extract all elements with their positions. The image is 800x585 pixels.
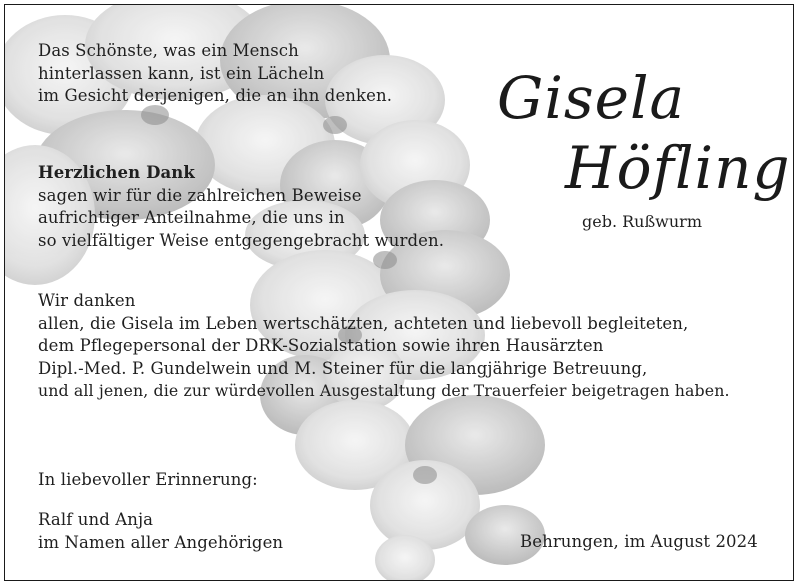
thanks-line: so vielfältiger Weise entgegengebracht wurden. <box>38 230 445 250</box>
thanks-text <box>38 162 444 252</box>
gratitude-line: dem Pflegepersonal der DRK-Sozialstation sowie ihren Hausärzten <box>38 336 604 355</box>
gratitude-line: allen, die Gisela im Leben wertschätzten, achteten und liebevoll begleiteten, <box>38 313 689 333</box>
signatory-names: Ralf und Anja <box>38 510 154 529</box>
quote-line: im Gesicht derjenigen, die an ihn denken. <box>38 86 393 105</box>
first-name: Gisela <box>497 64 686 132</box>
signatory-relatives: im Namen aller Angehörigen <box>38 532 284 552</box>
thanks-line: aufrichtiger Anteilnahme, die uns in <box>38 208 345 227</box>
gratitude-text <box>38 290 730 403</box>
birth-name: geb. Rußwurm <box>582 212 702 231</box>
remembrance-text: In liebevoller Erinnerung: <box>38 470 258 489</box>
thanks-heading: Herzlichen Dank <box>38 163 195 182</box>
quote-line: Das Schönste, was ein Mensch <box>38 41 299 60</box>
obituary-card <box>4 4 794 581</box>
gratitude-line: Dipl.-Med. P. Gundelwein und M. Steiner für die langjährige Betreuung, <box>38 358 648 378</box>
last-name: Höfling <box>565 134 791 202</box>
thanks-line: sagen wir für die zahlreichen Beweise <box>38 185 362 205</box>
quote-line: hinterlassen kann, ist ein Lächeln <box>38 63 325 83</box>
signatories <box>38 509 283 554</box>
quote-text <box>38 40 392 108</box>
gratitude-line: Wir danken <box>38 291 136 310</box>
gratitude-line: und all jenen, die zur würdevollen Ausgestaltung der Trauerfeier beigetragen haben. <box>38 381 730 400</box>
place-date: Behrungen, im August 2024 <box>520 532 758 551</box>
